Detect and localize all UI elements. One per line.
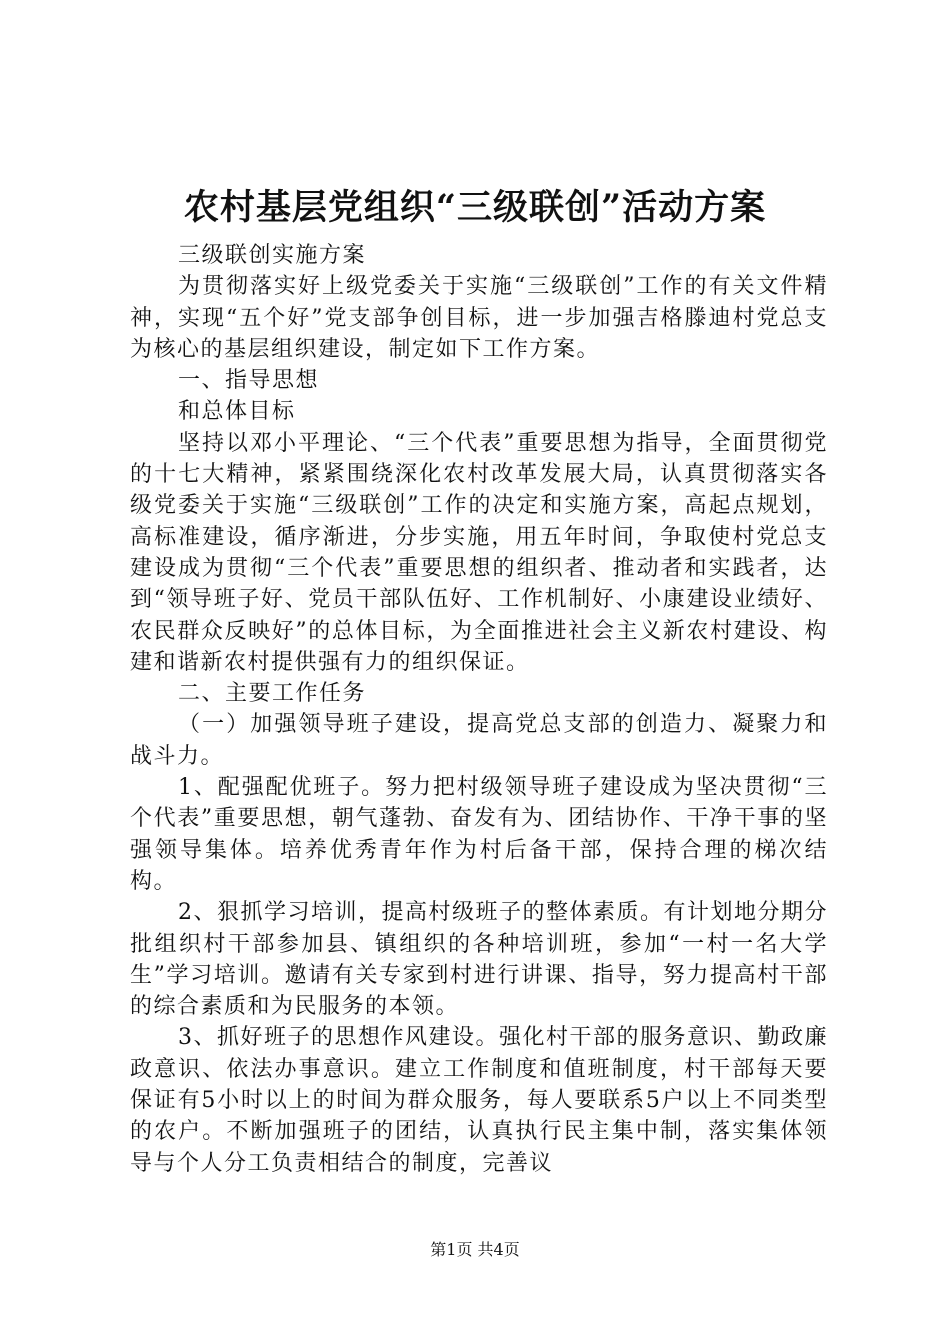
paragraph-item-2: 2、狠抓学习培训，提高村级班子的整体素质。有计划地分期分批组织村干部参加县、镇组织的各种培训班，参加“一村一名大学生”学习培训。邀请有关专家到村进行讲课、指导，努力提高村干部的综合素质和为民服务的本领。 [130,900,828,1020]
paragraph-task-1: （一）加强领导班子建设，提高党总支部的创造力、凝聚力和战斗力。 [130,712,828,769]
page-number-footer: 第1页 共4页 [430,1240,520,1259]
paragraph-intro: 为贯彻落实好上级党委关于实施“三级联创”工作的有关文件精神，实现“五个好”党支部争创目标，进一步加强吉格滕迪村党总支为核心的基层组织建设，制定如下工作方案。 [130,274,828,362]
document-title: 农村基层党组织“三级联创”活动方案 [183,187,767,228]
heading-overall-goal: 和总体目标 [178,399,296,425]
heading-main-tasks: 二、主要工作任务 [178,681,367,707]
paragraph-item-3: 3、抓好班子的思想作风建设。强化村干部的服务意识、勤政廉政意识、依法办事意识。建立工作制度和值班制度，村干部每天要保证有5小时以上的时间为群众服务，每人要联系5户以上不同类型的农户。不断加强班子的团结，认真执行民主集中制，落实集体领导与个人分工负责相结合的制度，完善议 [130,1025,828,1176]
paragraph-guiding-content: 坚持以邓小平理论、“三个代表”重要思想为指导，全面贯彻党的十七大精神，紧紧围绕深化农村改革发展大局，认真贯彻落实各级党委关于实施“三级联创”工作的决定和实施方案，高起点规划，高标准建设，循序渐进，分步实施，用五年时间，争取使村党总支建设成为贯彻“三个代表”重要思想的组织者、推动者和实践者，达到“领导班子好、党员干部队伍好、工作机制好、小康建设业绩好、农民群众反映好”的总体目标，为全面推进社会主义新农村建设、构建和谐新农村提供强有力的组织保证。 [130,430,828,675]
paragraph-subtitle: 三级联创实施方案 [178,243,367,268]
document-body [130,240,828,1179]
heading-guiding-thought: 一、指导思想 [178,368,320,394]
paragraph-item-1: 1、配强配优班子。努力把村级领导班子建设成为坚决贯彻“三个代表”重要思想，朝气蓬勃、奋发有为、团结协作、干净干事的坚强领导集体。培养优秀青年作为村后备干部，保持合理的梯次结构。 [130,775,828,894]
